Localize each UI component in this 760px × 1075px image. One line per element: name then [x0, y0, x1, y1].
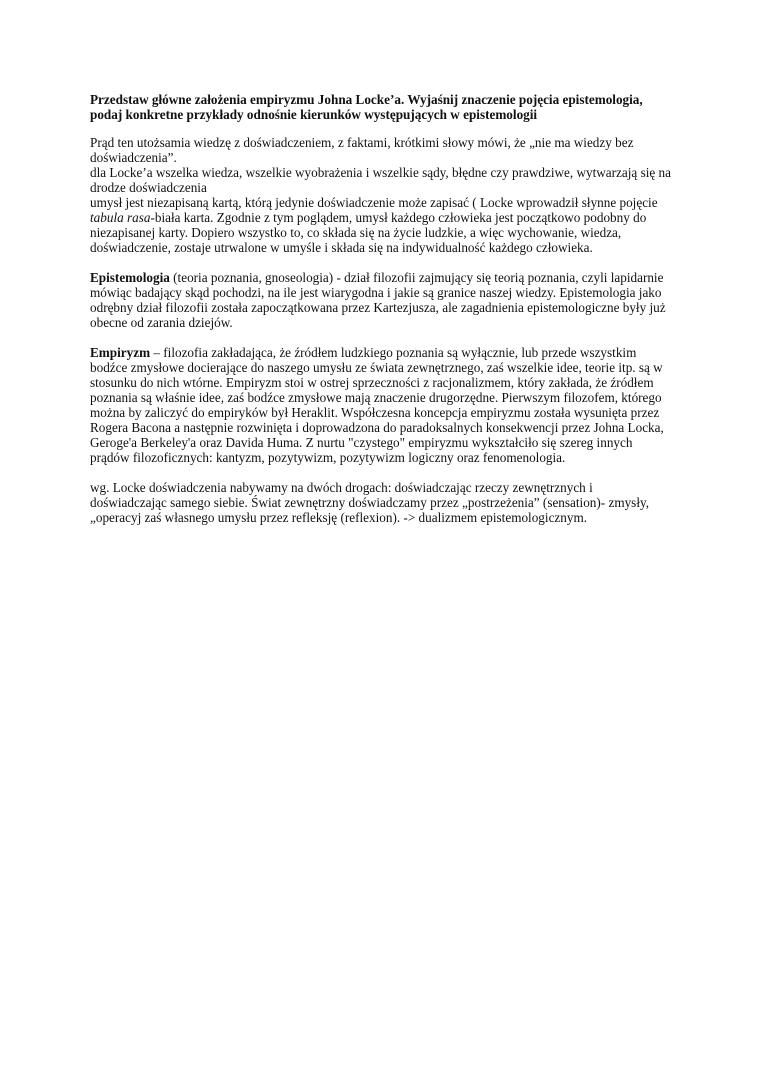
document-title: Przedstaw główne założenia empiryzmu Johna Locke’a. Wyjaśnij znaczenie pojęcia epistemologia, podaj konkretne przykłady odnośnie kierunków występujących w epistemologii — [90, 92, 643, 122]
document-page — [90, 92, 672, 540]
intro-line-1: Prąd ten utożsamia wiedzę z doświadczeniem, z faktami, krótkimi słowy mówi, że „nie ma wiedzy bez doświadczenia”. — [90, 135, 634, 165]
empiryzm-term: Empiryzm — [90, 345, 151, 360]
intro-line-3-end: -biała karta. Zgodnie z tym poglądem, umysł każdego człowieka jest początkowo podobny do niezapisanej karty. Dopiero wszystko to, co składa się na życie ludzkie, a więc wychowanie, wiedza, doświadczenie, zostaje utrwalone w umyśle i składa się na indywidualność każdego człowieka. — [90, 210, 647, 255]
epistemologia-text: (teoria poznania, gnoseologia) - dział filozofii zajmujący się teorią poznania, czyli lapidarnie mówiąc badający skąd pochodzi, na ile jest wiarygodna i jakie są granice naszej wiedzy. Epistemologia jako odrębny dział filozofii została zapoczątkowana przez Kartezjusza, ale zagadnienia epistemologiczne były już obecne od zarania dziejów. — [90, 270, 666, 330]
closing-paragraph: wg. Locke doświadczenia nabywamy na dwóch drogach: doświadczając rzeczy zewnętrznych i doświadczając samego siebie. Świat zewnętrzny doświadczamy przez „postrzeżenia” (sensation)- zmysły, „operacyj zaś własnego umysłu przez refleksję (reflexion). -> dualizmem epistemologicznym. — [90, 480, 650, 525]
epistemologia-term: Epistemologia — [90, 270, 170, 285]
intro-paragraph — [90, 135, 672, 255]
epistemologia-paragraph — [90, 270, 672, 330]
tabula-rasa-term: tabula rasa — [90, 210, 151, 225]
empiryzm-text: – filozofia zakładająca, że źródłem ludzkiego poznania są wyłącznie, lub przede wszystkim bodźce zmysłowe docierające do naszego umysłu ze świata zewnętrznego, zaś wszelkie idee, teorie itp. są w stosunku do nich wtórne. Empiryzm stoi w ostrej sprzeczności z racjonalizmem, który zakłada, że źródłem poznania są właśnie idee, zaś bodźce zmysłowe mają znaczenie drugorzędne. Pierwszym filozofem, którego można by zaliczyć do empiryków był Heraklit. Współczesna koncepcja empiryzmu została wysunięta przez Rogera Bacona a następnie rozwinięta i doprowadzona do paradoksalnych konsekwencji przez Johna Locka, Geroge'a Berkeley'a oraz Davida Huma. Z nurtu "czystego" empiryzmu wykształciło się szereg innych prądów filozoficznych: kantyzm, pozytywizm, pozytywizm logiczny oraz fenomenologia. — [90, 345, 664, 465]
intro-line-3-start: umysł jest niezapisaną kartą, którą jedynie doświadczenie może zapisać ( Locke wprowadził słynne pojęcie — [90, 195, 658, 210]
intro-line-2: dla Locke’a wszelka wiedza, wszelkie wyobrażenia i wszelkie sądy, błędne czy prawdziwe, wytwarzają się na drodze doświadczenia — [90, 165, 671, 195]
empiryzm-paragraph — [90, 345, 672, 465]
